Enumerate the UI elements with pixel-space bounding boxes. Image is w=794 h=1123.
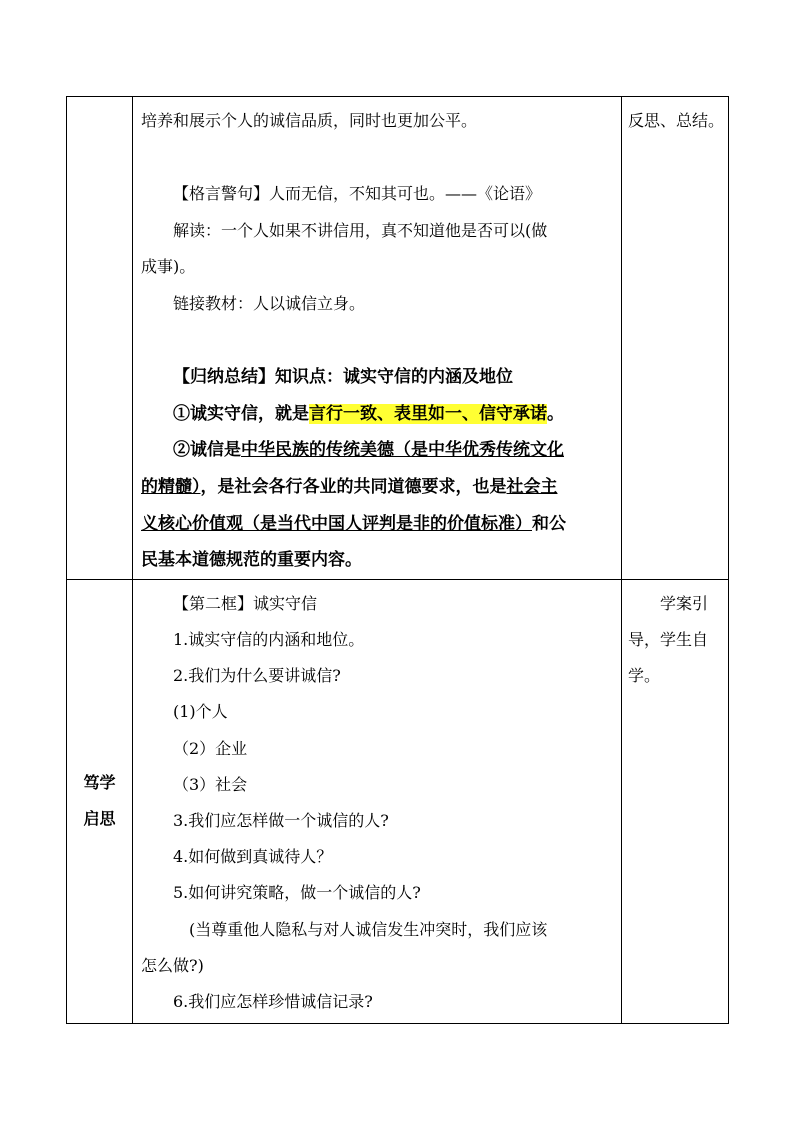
list-item: （3）社会 [173, 774, 248, 794]
row-label-cell [67, 97, 133, 580]
list-item: 6.我们应怎样珍惜诚信记录? [173, 991, 373, 1011]
side-note-line-3: 学。 [628, 666, 661, 686]
note-line-2: 怎么做?) [141, 955, 204, 975]
point2-prefix: ②诚信是 [173, 440, 241, 461]
list-item: 4.如何做到真诚待人？ [173, 847, 333, 867]
side-note-cell [622, 97, 729, 580]
side-note-line-1: 学案引 [660, 593, 709, 613]
summary-title: 【归纳总结】知识点：诚实守信的内涵及地位 [173, 367, 513, 388]
summary-point-2-line-1 [141, 432, 615, 469]
table-row [67, 579, 729, 1023]
textbook-link: 链接教材：人以诚信立身。 [173, 293, 366, 313]
interpretation-line-2: 成事)。 [141, 257, 196, 277]
highlighted-definition: 言行一致、表里如一、信守承诺 [309, 403, 547, 424]
lesson-plan-table [66, 96, 729, 1024]
row-label-cell [67, 579, 133, 1023]
list-item: 3.我们应怎样做一个诚信的人? [173, 810, 389, 830]
summary-point-2-line-2 [141, 469, 615, 506]
row-label-line-2: 启思 [83, 809, 116, 829]
summary-point-2-line-3 [141, 506, 615, 543]
section-title: 【第二框】诚实守信 [173, 593, 318, 613]
interpretation-line-1: 解读：一个人如果不讲信用，真不知道他是否可以(做 [173, 220, 548, 240]
side-note-line-2: 导，学生自 [628, 629, 709, 649]
point2-middle: ，是社会各行各业的共同道德要求，也是 [200, 476, 507, 497]
maxim-line: 【格言警句】人而无信，不知其可也。——《论语》 [173, 184, 542, 204]
table-row [67, 97, 729, 580]
list-item: 2.我们为什么要讲诚信? [173, 666, 341, 686]
underlined-core-values: 义核心价值观（是当代中国人评判是非的价值标准） [141, 513, 532, 534]
content-cell [133, 97, 622, 580]
underlined-term-virtue: 中华民族的传统美德 [241, 440, 394, 461]
list-item: 5.如何讲究策略，做一个诚信的人? [173, 883, 421, 903]
underlined-core-values-start: 社会主 [506, 476, 558, 497]
note-line-1: (当尊重他人隐私与对人诚信发生冲突时，我们应该 [189, 919, 548, 939]
point1-suffix: 。 [547, 403, 564, 424]
underlined-term-virtue-note: （是中华优秀传统文化 [394, 440, 564, 461]
point1-prefix: ①诚实守信，就是 [173, 403, 309, 424]
underlined-essence: 的精髓） [141, 476, 201, 497]
intro-line: 培养和展示个人的诚信品质，同时也更加公平。 [141, 111, 478, 130]
summary-point-1 [141, 396, 615, 433]
list-item: (1)个人 [173, 702, 228, 722]
side-note: 反思、总结。 [628, 111, 725, 130]
row-label-line-1: 笃学 [83, 773, 116, 793]
list-item: 1.诚实守信的内涵和地位。 [173, 629, 365, 649]
point2-line3-suffix: 和公 [532, 513, 566, 534]
content-cell [133, 579, 622, 1023]
summary-point-2-line-4: 民基本道德规范的重要内容。 [141, 550, 362, 571]
side-note-cell [622, 579, 729, 1023]
list-item: （2）企业 [173, 738, 248, 758]
